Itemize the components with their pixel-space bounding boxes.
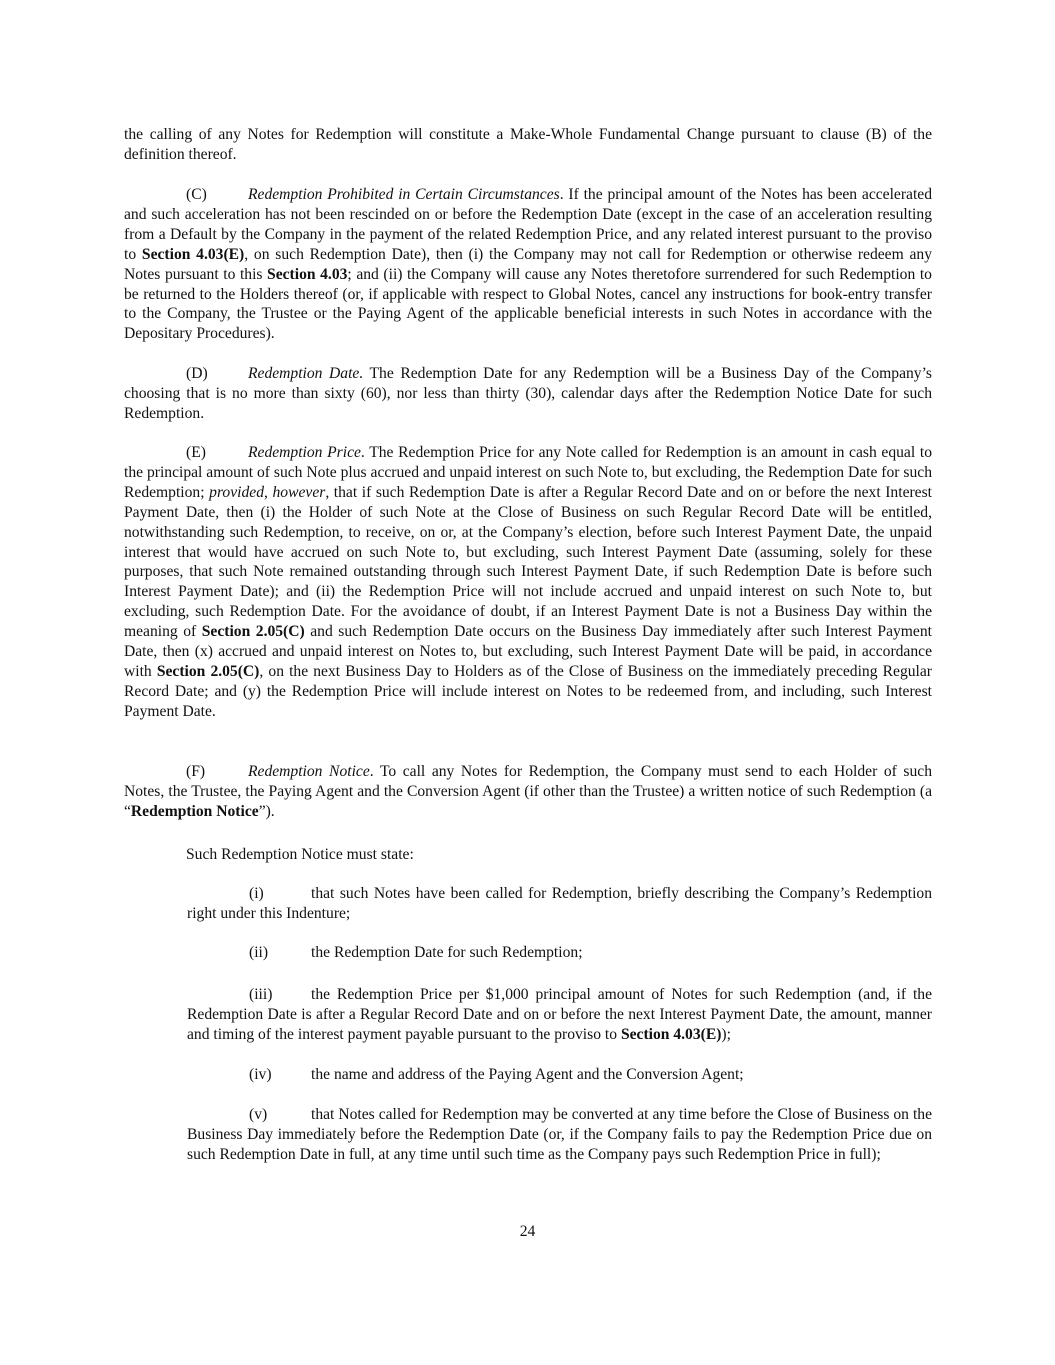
list-item-label: (v) [249,1106,268,1123]
intro-paragraph: the calling of any Notes for Redemption will constitute a Make-Whole Fundamental Change pursuant to clause (B) of the definition thereof. [124,126,932,163]
list-item-label: (i) [249,885,264,902]
section-d-label: (D) [186,365,208,382]
section-c-heading: Redemption Prohibited in Certain Circumstances [248,186,560,203]
page-number: 24 [519,1223,536,1240]
notice-must-state: Such Redemption Notice must state: [186,846,414,863]
list-item-label: (iii) [249,986,273,1003]
section-4-03-e-ref: Section 4.03(E) [620,1025,722,1043]
section-f-heading: Redemption Notice [248,763,370,780]
list-item-i: (i) that such Notes have been called for Redemption, briefly describing the Company’s Redemption right under this Indenture; [187,885,932,922]
section-d-heading: Redemption Date. [248,365,364,382]
section-e-heading: Redemption Price [248,444,361,461]
list-item-v: (v) that Notes called for Redemption may be converted at any time before the Close of Business on the Business Day immediately before the Redemption Date (or, if the Company fails to pay the Redemption Price due on such Redemption Date in full, at any time until such time as the Company pays such Redemption Price in full); [187,1106,932,1163]
list-item-iv: (iv) the name and address of the Paying Agent and the Conversion Agent; [249,1066,744,1083]
section-4-03-ref: Section 4.03 [267,265,348,283]
section-2-05-c-ref: Section 2.05(C) [156,662,260,680]
section-c-paragraph: (C) Redemption Prohibited in Certain Circumstances. If the principal amount of the Notes has been accelerated and such acceleration has not been rescinded on or before the Redemption Date (except in the case of an acceleration resulting from a Default by the Company in the payment of the related Redemption Price, and any related interest pursuant to the proviso to Section 4.03(E), on such Redemption Date), then (i) the Company may not call for Redemption or otherwise redeem any Notes pursuant to this Section 4.03; and (ii) the Company will cause any Notes theretofore surrendered for such Redemption to be returned to the Holders thereof (or, if applicable with respect to Global Notes, cancel any instructions for book-entry transfer to the Company, the Trustee or the Paying Agent of the applicable beneficial interests in such Notes in accordance with the Depositary Procedures). [124,186,933,343]
section-f-label: (F) [186,763,206,780]
section-e-label: (E) [186,444,206,461]
list-item-iii: (iii) the Redemption Price per $1,000 principal amount of Notes for such Redemption (and, if the Redemption Date is after a Regular Record Date and on or before the next Interest Payment Date, the amount, manner and timing of the interest payment payable pursuant to the proviso to Section 4.03(E)); [187,986,932,1043]
section-d-paragraph: (D) Redemption Date. The Redemption Date for any Redemption will be a Business Day of the Company’s choosing that is no more than sixty (60), nor less than thirty (30), calendar days after the Redemption Notice Date for such Redemption. [124,365,932,422]
section-f-paragraph: (F) Redemption Notice. To call any Notes for Redemption, the Company must send to each Holder of such Notes, the Trustee, the Paying Agent and the Conversion Agent (if other than the Trustee) a written notice of such Redemption (a “Redemption Notice”). [124,763,932,820]
section-c-label: (C) [186,186,207,203]
section-2-05-c-ref: Section 2.05(C) [201,623,305,641]
list-item-ii: (ii) the Redemption Date for such Redemption; [249,944,583,961]
section-e-paragraph: (E) Redemption Price. The Redemption Price for any Note called for Redemption is an amount in cash equal to the principal amount of such Note plus accrued and unpaid interest on such Note to, but excluding, the Redemption Date for such Redemption; provided, however, that if such Redemption Date is after a Regular Record Date and on or before the next Interest Payment Date, then (i) the Holder of such Note at the Close of Business on such Regular Record Date will be entitled, notwithstanding such Redemption, to receive, on or, at the Company’s election, before such Interest Payment Date, the unpaid interest that would have accrued on such Note to, but excluding, such Interest Payment Date (assuming, solely for these purposes, that such Note remained outstanding through such Interest Payment Date, if such Redemption Date is before such Interest Payment Date); and (ii) the Redemption Price will not include accrued and unpaid interest on such Note to, but excluding, such Redemption Date. For the avoidance of doubt, if an Interest Payment Date is not a Business Day within the meaning of Section 2.05(C) and such Redemption Date occurs on the Business Day immediately after such Interest Payment Date, then (x) accrued and unpaid interest on Notes to, but excluding, such Interest Payment Date will be paid, in accordance with Section 2.05(C), on the next Business Day to Holders as of the Close of Business on the immediately preceding Regular Record Date; and (y) the Redemption Price will include interest on Notes to be redeemed from, and including, such Interest Payment Date. [124,444,933,720]
list-item-label: (ii) [249,944,269,961]
section-4-03-e-ref: Section 4.03(E) [141,245,245,263]
redemption-notice-defined-term: Redemption Notice [130,802,259,820]
list-item-label: (iv) [249,1066,272,1083]
